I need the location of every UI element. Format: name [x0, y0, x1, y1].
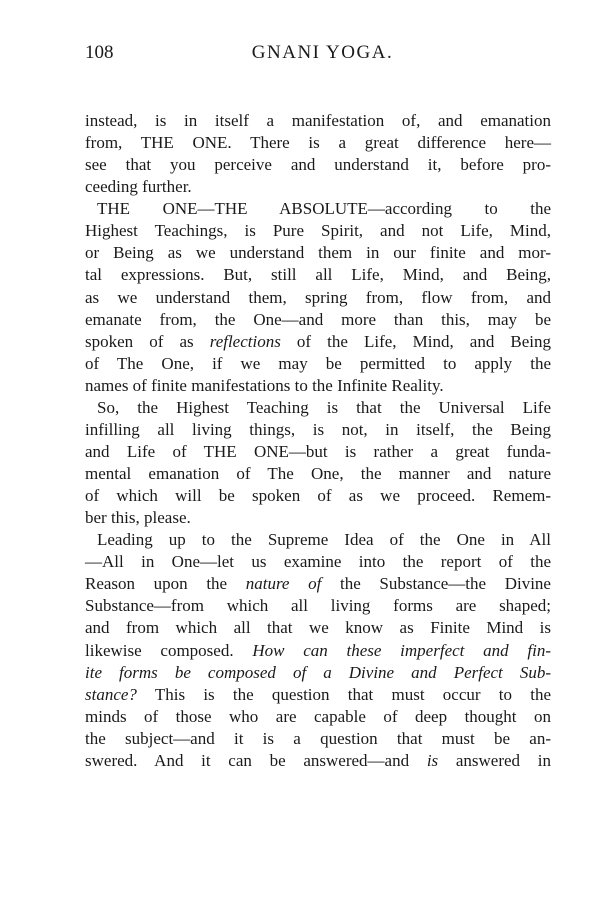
text-line — [85, 397, 551, 419]
text-line — [85, 662, 551, 684]
text-segment: ceeding further. — [85, 177, 192, 197]
page-number: 108 — [85, 42, 114, 63]
text-line — [85, 529, 551, 551]
text-line — [85, 264, 551, 286]
italic-text: ite forms be composed of a Divine and Perfect Sub- — [85, 662, 551, 682]
text-segment: minds of those who are capable of deep thought on — [85, 706, 551, 726]
text-line — [85, 154, 551, 176]
text-segment: Substance—from which all living forms are shaped; — [85, 596, 551, 616]
text-line — [85, 728, 551, 750]
text-line — [85, 309, 551, 331]
italic-text: reflections — [209, 331, 281, 351]
text-line — [85, 441, 551, 463]
text-segment: from, THE ONE. There is a great difference here— — [85, 133, 551, 153]
text-segment: THE ONE—THE ABSOLUTE—according to the — [97, 199, 551, 219]
text-segment: infilling all living things, is not, in itself, the Being — [85, 419, 551, 439]
text-segment: names of finite manifestations to the Infinite Reality. — [85, 375, 444, 395]
italic-text: How can these imperfect and fin- — [252, 640, 551, 660]
text-line — [85, 132, 551, 154]
text-segment: answered in — [438, 750, 551, 770]
text-line — [85, 419, 551, 441]
text-segment: of the Life, Mind, and Being — [280, 331, 551, 351]
text-line — [85, 507, 551, 529]
text-segment: likewise composed. — [85, 640, 253, 660]
running-title: GNANI YOGA. — [251, 42, 394, 63]
text-line — [85, 595, 551, 617]
text-segment: as we understand them, spring from, flow from, and — [85, 287, 551, 307]
italic-text: is — [426, 750, 439, 770]
page-header — [85, 42, 550, 68]
text-line — [85, 375, 551, 397]
body-text — [85, 110, 551, 772]
text-segment: Highest Teachings, is Pure Spirit, and not Life, Mind, — [85, 221, 551, 241]
text-line — [85, 617, 551, 639]
text-segment: ber this, please. — [85, 508, 191, 528]
text-segment: swered. And it can be answered—and — [85, 750, 427, 770]
text-segment: —All in One—let us examine into the report of the — [85, 552, 551, 572]
text-line — [85, 242, 551, 264]
text-line — [85, 331, 551, 353]
text-segment: the subject—and it is a question that must be an- — [85, 728, 551, 748]
text-line — [85, 287, 551, 309]
text-line — [85, 750, 551, 772]
text-segment: instead, is in itself a manifestation of, and emanation — [85, 111, 551, 130]
text-line — [85, 640, 551, 662]
text-segment: emanate from, the One—and more than this, may be — [85, 309, 551, 329]
text-segment: spoken of as — [85, 331, 210, 351]
text-segment: This is the question that must occur to the — [136, 684, 551, 704]
text-line — [85, 110, 551, 132]
text-line — [85, 353, 551, 375]
text-line — [85, 198, 551, 220]
text-segment: So, the Highest Teaching is that the Universal Life — [97, 397, 551, 417]
text-segment: mental emanation of The One, the manner and nature — [85, 464, 551, 483]
italic-text: stance? — [85, 684, 137, 704]
text-segment: and Life of THE ONE—but is rather a great funda- — [85, 441, 551, 461]
text-segment: and from which all that we know as Finite Mind is — [85, 618, 551, 638]
text-segment: or Being as we understand them in our finite and mor- — [85, 243, 551, 263]
text-segment: tal expressions. But, still all Life, Mind, and Being, — [85, 265, 551, 285]
text-line — [85, 684, 551, 706]
text-line — [85, 573, 551, 595]
text-line — [85, 706, 551, 728]
italic-text: nature of — [245, 574, 322, 594]
text-segment: Leading up to the Supreme Idea of the One in All — [97, 530, 551, 550]
text-segment: of The One, if we may be permitted to apply the — [85, 353, 551, 373]
text-line — [85, 176, 551, 198]
text-line — [85, 551, 551, 573]
text-segment: the Substance—the Divine — [321, 574, 551, 594]
text-segment: of which will be spoken of as we proceed. Remem- — [85, 486, 551, 506]
text-line — [85, 485, 551, 507]
text-segment: see that you perceive and understand it, before pro- — [85, 155, 551, 175]
text-segment: Reason upon the — [85, 574, 246, 594]
text-line — [85, 463, 551, 485]
text-line — [85, 220, 551, 242]
